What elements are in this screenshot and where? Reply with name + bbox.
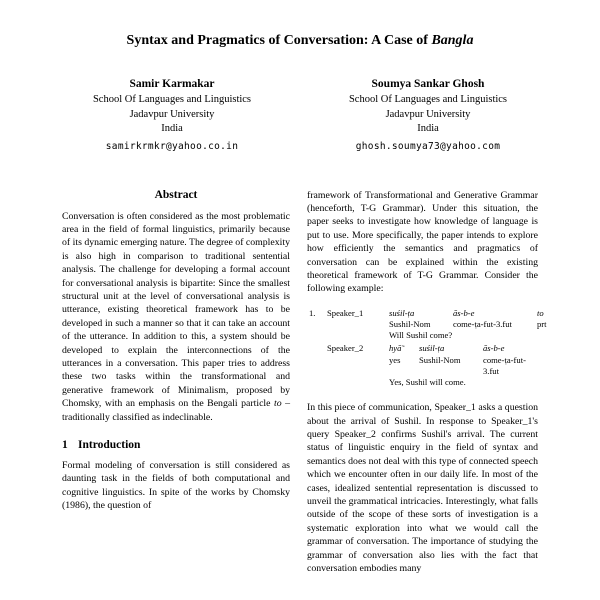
example-gloss: come-ṭa-fut-3.fut [483,354,526,376]
speaker-1-label: Speaker_1 [327,307,364,318]
author-1-affiliation-line: India [161,123,183,134]
section-1-number: 1 [62,439,68,451]
author-2-affiliation-line: School Of Languages and Linguistics [348,94,508,105]
example-gloss: yes [389,354,401,365]
paper-title [0,33,600,49]
abstract-text-part1: Conversation is often considered as the most problematic area in the field of formal linguistics, primarily because of its dynamic emerging nature. The degree of complexity is also high in comparison to traditional sentential analysis. The challenge for developing a formal account for conversational analysis is bipartite: Since the smallest structural unit at the level of conversational analysis is utterance, existing theoretical framework has to be developed in such a manner so that it can take an account of the utterance. In addition to this, a system should be developed to explain the interconnections of the utterances in a conversation. This paper tries to address these two tasks within the transformational and generative framework of Minimalism, proposed by Chomsky, with an emphasis on the Bengali particle [62,210,290,410]
spacer [327,330,389,341]
example-gloss: Sushil-Nom [389,318,431,329]
example-translation-row-1 [309,330,538,341]
example-word: ās-b-e [453,307,475,318]
example-gloss-row-2 [309,355,538,377]
example-gloss: Sushil-Nom [419,354,461,365]
example-number: 1. [309,307,316,318]
spacer [327,355,389,377]
example-gloss: prt [537,318,547,329]
author-2-affiliation-line: Jadavpur University [385,108,471,120]
author-block [0,78,600,152]
example-word: suśil-ṭa [419,343,445,354]
example-word: hyā̃ [389,343,402,354]
spacer [309,330,327,341]
author-1 [44,78,300,152]
example-word: to [537,307,544,318]
author-1-affiliation-line: School Of Languages and Linguistics [92,94,252,105]
abstract-text-part2: – traditionally classified as indeclinable. [62,398,290,423]
spacer [327,377,389,388]
example-translation-row-2 [309,377,538,388]
paper-title-text: Syntax and Pragmatics of Conversation: A Case of [126,33,432,48]
spacer [309,355,327,377]
author-1-email: samirkrmkr@yahoo.co.in [105,140,239,152]
introduction-body: Formal modeling of conversation is still considered as daunting task in the fields of both computational and cognitive linguistics. In spite of the works by Chomsky (1986), the question of [62,460,290,512]
speaker-2-label: Speaker_2 [327,343,364,354]
abstract-particle-to: to [273,398,282,410]
right-column [307,189,547,576]
example-word-row-1 [309,307,544,319]
paper-title-emphasis: Bangla [431,33,474,48]
right-paragraph-2: In this piece of communication, Speaker_1 asks a question about the arrival of Sushil. In response to Speaker_1's query Speaker_2 confirms Sushil's arrival. The current status of linguistic enquiry in the field of syntax and semantics does not deal with this type of connected speech which we encounter often in our daily life. In most of the cases, idealized sentential representation is discussed to unveil the grammatical intricacies. Interestingly, what falls outside of the scope of these sorts of investigation is a systematic exploration into what we would call the grammar of conversation. The importance of studying the grammar of conversation also lies with the fact that conversation embodies many [307,402,538,575]
left-column [62,189,290,576]
example-word: ās-b-e [483,343,505,354]
example-word: suśil-ṭa [389,307,415,318]
two-column-body [0,189,600,576]
spacer [309,343,327,354]
section-1-title: Introduction [78,439,141,451]
author-2-affiliation-line: India [417,123,439,134]
abstract-heading: Abstract [154,188,198,201]
spacer [327,319,389,330]
author-1-name: Samir Karmakar [129,78,215,90]
abstract-body [62,210,290,425]
author-2-email: ghosh.soumya73@yahoo.com [355,140,501,152]
example-gloss-row-1 [309,318,547,330]
linguistic-example [309,307,547,388]
spacer [309,377,327,388]
author-2 [300,78,556,152]
example-word-row-2 [309,343,538,354]
spacer [309,319,327,330]
right-paragraph-1: framework of Transformational and Generative Grammar (henceforth, T-G Grammar). Under this situation, the paper seeks to investigate how knowledge of language is put to use. More specifically, the paper intends to explore how efficiently the semantics and pragmatics of conversation can be explained within the existing theoretical framework of T-G Grammar. Consider the following example: [307,189,538,295]
section-1-heading [62,439,290,451]
example-gloss: come-ṭa-fut-3.fut [453,318,512,329]
example-translation: Yes, Sushil will come. [389,376,466,387]
example-translation: Will Sushil come? [389,330,453,341]
author-2-name: Soumya Sankar Ghosh [371,78,485,90]
author-1-affiliation-line: Jadavpur University [129,108,215,120]
